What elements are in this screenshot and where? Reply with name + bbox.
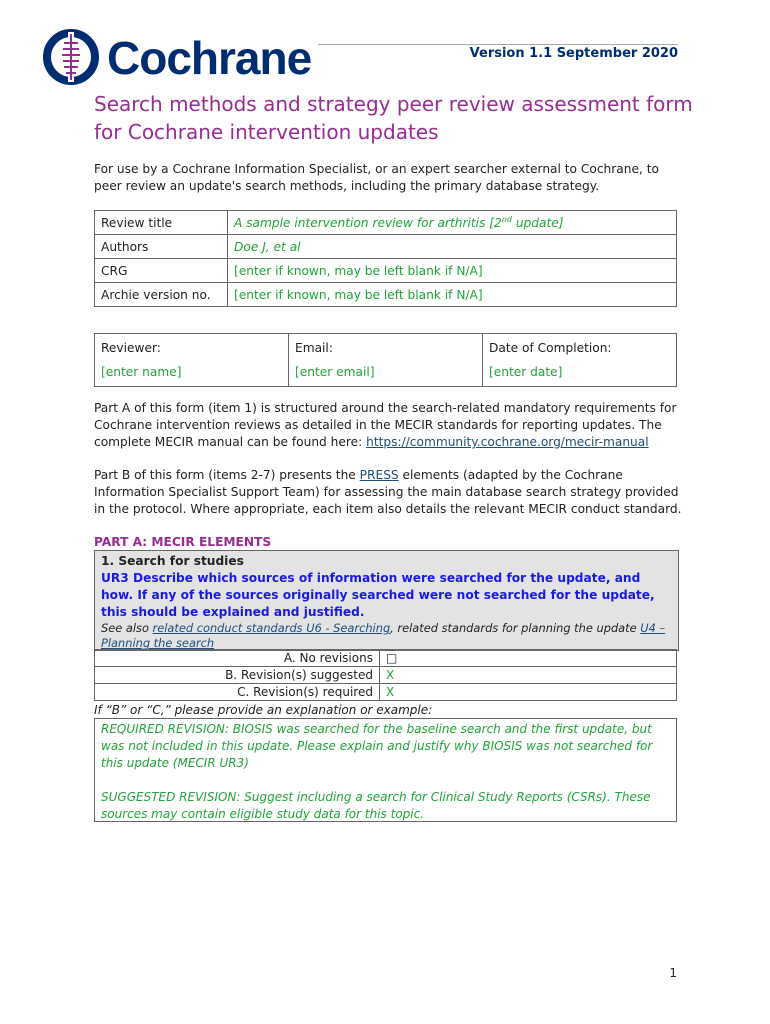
table-row [95,259,677,283]
revisions-required-label: C. Revision(s) required [95,684,380,701]
email-label: Email: [295,341,333,355]
authors-label: Authors [95,235,228,259]
part-a-paragraph: Part A of this form (item 1) is structured around the search-related mandatory requirements for Cochrane intervention reviews as detailed in the MECIR standards for reporting updates. The complete MECIR manual can be found here: https://community.cochrane.org/mecir-manual [94,401,677,449]
review-title-label: Review title [95,211,228,235]
required-revision-text: REQUIRED REVISION: BIOSIS was searched for the baseline search and the first update, but was not included in this update. Please explain and justify why BIOSIS was not searched for this update (MECIR UR3) [101,722,653,770]
reviewer-label: Reviewer: [101,341,161,355]
review-title-value[interactable]: A sample intervention review for arthritis [2nd update] [228,211,677,235]
date-cell[interactable] [483,334,677,387]
revisions-required-checkbox[interactable]: X [379,684,676,701]
brand-name: Cochrane [107,32,312,84]
table-row [95,667,677,684]
intro-text: For use by a Cochrane Information Specialist, or an expert searcher external to Cochrane, to peer review an update's search methods, including the primary database strategy. [94,162,659,193]
crg-value[interactable]: [enter if known, may be left blank if N/A] [228,259,677,283]
email-cell[interactable] [289,334,483,387]
crg-label: CRG [95,259,228,283]
date-value[interactable]: [enter date] [489,365,563,379]
suggested-revision-text: SUGGESTED REVISION: Suggest including a search for Clinical Study Reports (CSRs). These sources may contain eligible study data for this topic. [101,790,651,821]
see-also-text: See also related conduct standards U6 - Searching, related standards for planning the update U4 – Planning the search [101,621,666,650]
email-value[interactable]: [enter email] [295,365,375,379]
revisions-suggested-checkbox[interactable]: X [379,667,676,684]
table-row [95,211,677,235]
part-b-paragraph: Part B of this form (items 2-7) presents the PRESS elements (adapted by the Cochrane Information Specialist Support Team) for assessing the main database search strategy provided in the protocol. Where appropriate, each item also details the relevant MECIR conduct standard. [94,468,682,516]
explanation-box[interactable] [94,718,677,822]
no-revisions-checkbox[interactable]: □ [379,650,676,667]
version-label: Version 1.1 September 2020 [469,46,678,61]
review-info-table [94,210,677,307]
table-row [95,684,677,701]
cochrane-logo-icon [42,28,102,86]
header-rule [318,44,678,45]
archie-version-label: Archie version no. [95,283,228,307]
page-title: Search methods and strategy peer review assessment form for Cochrane intervention updates [94,92,693,144]
authors-value[interactable]: Doe J, et al [228,235,677,259]
reviewer-value[interactable]: [enter name] [101,365,182,379]
revisions-table [94,649,677,701]
table-row [95,283,677,307]
table-row [95,235,677,259]
table-row [95,334,677,387]
reviewer-info-table [94,333,677,387]
section1-heading: 1. Search for studies [101,554,244,568]
revisions-suggested-label: B. Revision(s) suggested [95,667,380,684]
archie-version-value[interactable]: [enter if known, may be left blank if N/A] [228,283,677,307]
reviewer-cell[interactable] [95,334,289,387]
page-number: 1 [669,966,677,980]
conduct-standards-link[interactable]: related conduct standards U6 - Searching [152,621,391,635]
planning-search-link[interactable]: U4 – Planning the search [101,621,666,650]
press-link[interactable]: PRESS [359,468,399,482]
cochrane-logo [42,28,322,86]
date-label: Date of Completion: [489,341,612,355]
no-revisions-label: A. No revisions [95,650,380,667]
table-row [95,650,677,667]
part-a-heading: PART A: MECIR ELEMENTS [94,535,272,549]
ur3-text: UR3 Describe which sources of information were searched for the update, and how. If any of the sources originally searched were not searched for the update, this should be explained and justified. [101,571,655,619]
section1-box [94,550,679,651]
explanation-prompt: If “B” or “C,” please provide an explanation or example: [94,703,433,717]
mecir-manual-link[interactable]: https://community.cochrane.org/mecir-manual [366,435,649,449]
